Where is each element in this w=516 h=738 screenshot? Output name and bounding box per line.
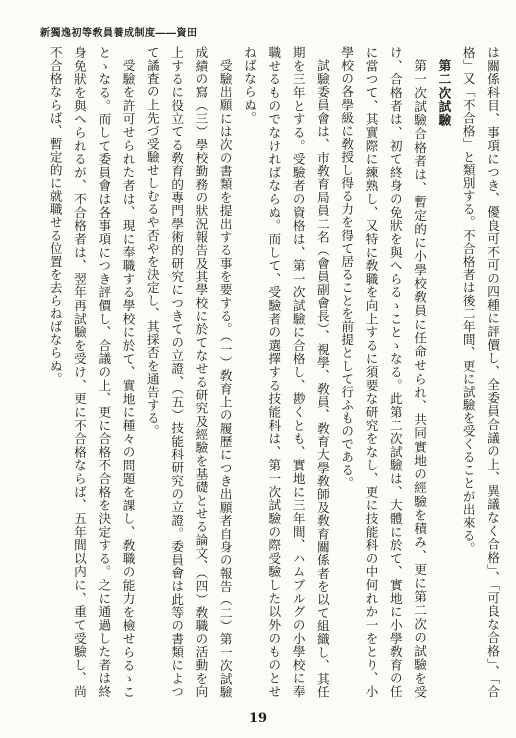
paragraph: 第一次試驗合格者は、暫定的に小學校敎員に任命せられ、共同實地の經驗を積み、更に第二次の試驗を受け、合格者は、初て終身の免狀を與へらるゝことゝなる。此第二次試驗は、大體に於て、實地に小學敎育の任に當つて、其實際に練熟し、又特に敎職を向上するに須要な研究をなし、更に技能科の中何れか一をとり、小學校の各學級に敎授し得る力を得て居ることを前提として行ふものである。: [339, 46, 428, 698]
body-text: [34, 46, 504, 698]
paragraph: 試驗委員會は、市敎育局員二名（會員副會長）、視學、敎員、敎育大學敎師及敎育關係者を以て組織し、其任期を三年とする。受驗者の資格は、第一次試驗に合格し、尠くとも、實地に三年間、ハムブルグの小學校に奉職せるものでなければならぬ。而して、受驗者の選擇する技能科は、第一次試驗の際受驗した以外のものとせねばならぬ。: [242, 46, 330, 698]
page-number: 19: [248, 711, 268, 726]
running-head: 新獨逸初等敎員養成制度――資田: [40, 28, 198, 39]
section-heading: 第二次試驗: [436, 58, 452, 127]
paragraph: 受驗出願には次の書類を提出する事を要する。（一）敎育上の履歷につき出願者自身の報告（二）第一次試驗成績の寫（三）學校勤務の狀況報告及其學校に於てなせる研究及經驗を基礎とせる論文、（四）敎職の活動を向上するに役立てる敎育的專門學術的研究につきての立證、（五）技能科研究の立證。委員會は此等の書類によつて譎査の上先づ受驗せしむるや否やを決定し、其採否を通告する。: [144, 46, 233, 698]
paragraph-continuation: は關係科目、事項につき、優良可不可の四種に評價し、全委員合議の上、異議なく合格」、「可良な合格」、「合格」又「不合格」と類別する。不合格者は後二年間、更に試驗を受くることが出來る。: [460, 46, 500, 698]
paragraph: 受驗を許可せられた者は、現に奉職する學校に於て、實地に種々の問題を課し、敎職の能力を檢せらるゝことゝなる。而して委員會は各事項につき評價し、合議の上、更に合格不合格を決定する。之に通過した者は終身免狀を與へられるが、不合格者は、翌年再試驗を受け、更に不合格ならば、五年間以内に、重て受驗し、尚不合格ならば、暫定的に就職せる位置を去らねばならぬ。: [47, 46, 136, 698]
